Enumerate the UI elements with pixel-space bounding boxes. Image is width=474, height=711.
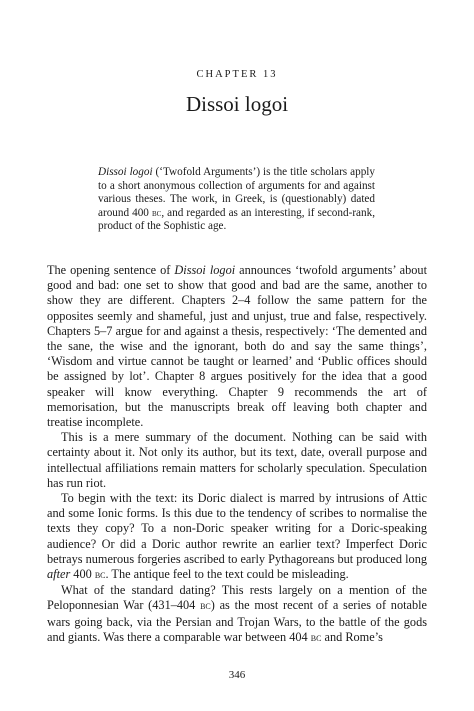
p4-text-c: and Rome’s: [321, 629, 383, 644]
p1-text-a: The opening sentence of: [47, 263, 175, 277]
paragraph-2: This is a mere summary of the document. Nothing can be said with certainty about it. Not only its author, but its text, date, overall purpose and intellectual affiliations remain matters for scholarly speculation. Speculation has run riot.: [47, 430, 427, 490]
chapter-abstract: [98, 166, 375, 234]
body-text: [47, 263, 427, 646]
p1-text-b: announces ‘twofold arguments’ about good and bad: one set to show that good and bad are the same, another to show they are different. Chapters 2–4 follow the same pattern for the opposites seemly and shameful, just and unjust, true and false, respectively. Chapters 5–7 argue for and against a thesis, respectively: ‘The demented and the sane, the wise and the ignorant, both do and say the same things’, ‘Wisdom and virtue cannot be taught or learned’ and ‘Public offices should be assigned by lot’. Chapter 8 argues positively for the idea that a good speaker will know everything. Chapter 9 recommends the art of memorisation, but the manuscripts break off leaving both chapter and treatise incomplete.: [47, 263, 427, 430]
p1-italic-title: Dissoi logoi: [174, 263, 236, 277]
paragraph-3: [47, 491, 427, 583]
p4-bc-1: bc: [200, 600, 211, 613]
paragraph-4: [47, 583, 427, 646]
abstract-title-italic: Dissoi logoi: [98, 166, 153, 178]
p4-bc-2: bc: [310, 631, 322, 644]
page-number: 346: [228, 669, 246, 681]
p3-text-c: . The antique feel to the text could be misleading.: [105, 567, 349, 582]
p3-text-a: To begin with the text: its Doric dialect is marred by intrusions of Attic and some Ionic forms. Is this due to the tendency of scribes to normalise the texts they copy? To a non-Doric speaker writing for a Doric-speaking audience? Or did a Doric author rewrite an earlier text? Imperfect Doric betrays numerous forgeries ascribed to early Pythagoreans but produced long: [47, 491, 427, 566]
abstract-bc: bc: [151, 207, 162, 219]
p3-text-b: 400: [70, 567, 95, 582]
abstract-text-end: , and regarded as an interesting, if second-rank, product of the Sophistic age.: [98, 206, 375, 233]
p3-bc: bc: [94, 569, 106, 582]
chapter-label: CHAPTER 13: [196, 69, 278, 80]
p4-text-b: ) as the most recent of a series of notable wars going back, via the Persian and Trojan Wars, to the battle of the gods and giants. Was there a comparable war between 404: [47, 598, 427, 644]
chapter-title: Dissoi logoi: [185, 92, 289, 116]
abstract-text: (‘Twofold Arguments’) is the title scholars apply to a short anonymous collection of arguments for and against various theses. The work, in Greek, is (questionably) dated around 400: [98, 166, 375, 219]
p3-italic-after: after: [47, 567, 71, 582]
paragraph-1: [47, 263, 427, 430]
p4-text-a: What of the standard dating? This rests largely on a mention of the Peloponnesian War (431–404: [47, 583, 427, 613]
